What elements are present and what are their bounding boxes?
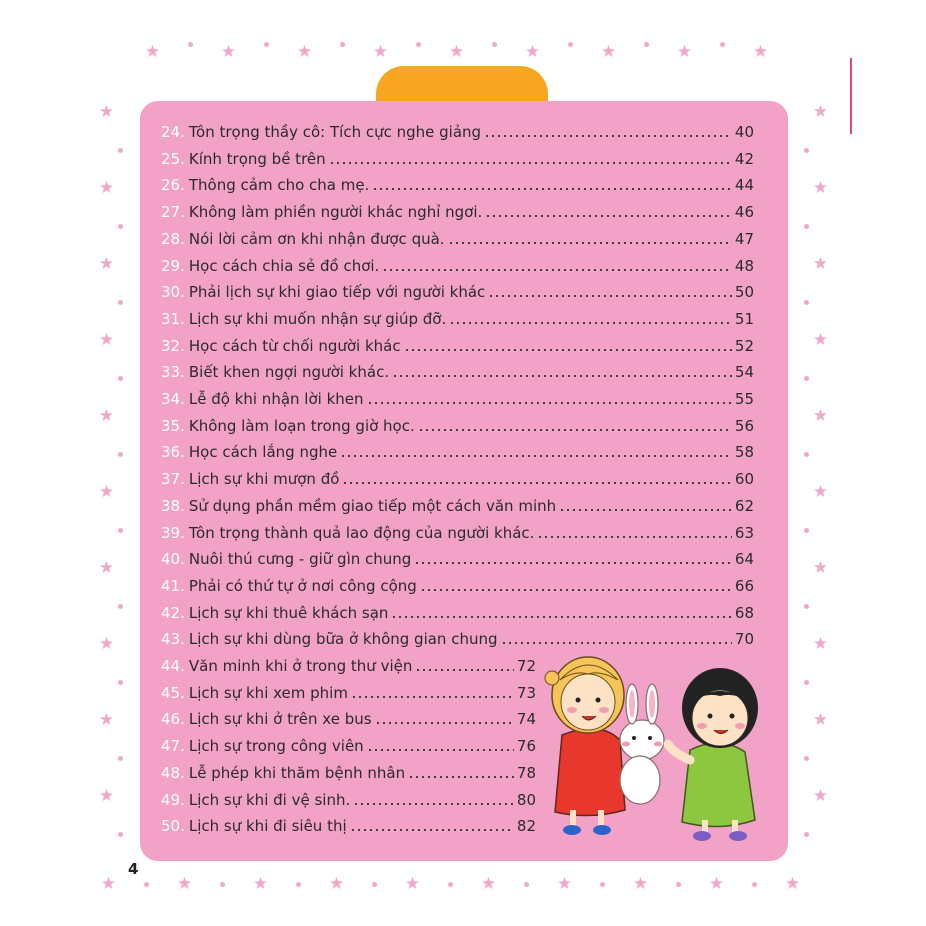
toc-entry-number: 48. — [161, 763, 185, 782]
toc-entry — [161, 575, 754, 597]
star-icon: ★ — [252, 874, 269, 894]
toc-entry-title: Phải lịch sự khi giao tiếp với người khác — [188, 283, 486, 302]
toc-entry — [161, 815, 536, 837]
dot-leader — [537, 536, 731, 538]
toc-entry — [161, 495, 754, 517]
page-number: 4 — [128, 860, 139, 878]
toc-entry-page: 54 — [734, 363, 754, 382]
toc-entry-title: Thông cảm cho cha mẹ. — [188, 176, 370, 195]
dot-decoration — [804, 224, 809, 229]
toc-entry-page: 62 — [734, 496, 754, 515]
toc-entry-title: Lịch sự khi xem phim — [188, 683, 348, 702]
children-illustration — [540, 640, 765, 845]
dot-decoration — [264, 42, 269, 47]
star-icon: ★ — [480, 874, 497, 894]
dot-leader — [449, 322, 732, 324]
dot-decoration — [118, 756, 123, 761]
star-icon: ★ — [404, 874, 421, 894]
dot-leader — [484, 135, 732, 137]
dot-decoration — [118, 528, 123, 533]
star-icon: ★ — [812, 786, 829, 806]
toc-entry-number: 40. — [161, 550, 185, 569]
dot-decoration — [804, 680, 809, 685]
toc-entry-page: 82 — [516, 817, 536, 836]
toc-entry-title: Học cách từ chối người khác — [188, 336, 401, 355]
star-icon: ★ — [100, 874, 117, 894]
toc-entry — [161, 388, 754, 410]
star-icon: ★ — [372, 42, 389, 62]
dot-leader — [372, 188, 732, 190]
toc-entry-page: 70 — [734, 630, 754, 649]
dot-leader — [367, 749, 514, 751]
dot-leader — [559, 509, 732, 511]
toc-entry-title: Sử dụng phần mềm giao tiếp một cách văn minh — [188, 496, 557, 515]
star-icon: ★ — [524, 42, 541, 62]
toc-entry-number: 38. — [161, 496, 185, 515]
toc-entry-page: 73 — [516, 683, 536, 702]
star-icon: ★ — [98, 406, 115, 426]
toc-entry-number: 46. — [161, 710, 185, 729]
dot-decoration — [804, 452, 809, 457]
dot-leader — [415, 669, 514, 671]
star-icon: ★ — [784, 874, 801, 894]
dot-decoration — [676, 882, 681, 887]
toc-entry-number: 47. — [161, 737, 185, 756]
dot-decoration — [804, 528, 809, 533]
toc-entry — [161, 441, 754, 463]
star-icon: ★ — [98, 786, 115, 806]
toc-entry-title: Lịch sự khi mượn đồ — [188, 470, 340, 489]
dot-decoration — [720, 42, 725, 47]
toc-entry-number: 25. — [161, 149, 185, 168]
toc-entry-title: Lễ độ khi nhận lời khen — [188, 390, 364, 408]
star-icon: ★ — [812, 178, 829, 198]
toc-entry-page: 74 — [516, 710, 536, 729]
toc-entry-number: 39. — [161, 523, 185, 542]
toc-entry-page: 76 — [516, 737, 536, 756]
dot-decoration — [524, 882, 529, 887]
dot-decoration — [492, 42, 497, 47]
toc-entry-title: Lịch sự khi thuê khách sạn — [188, 603, 389, 622]
dot-decoration — [416, 42, 421, 47]
toc-entry — [161, 522, 754, 544]
toc-entry-number: 32. — [161, 336, 185, 355]
toc-entry-number: 26. — [161, 176, 185, 195]
toc-entry-title: Nuôi thú cưng - giữ gìn chung — [188, 550, 412, 569]
star-icon: ★ — [98, 558, 115, 578]
dot-decoration — [568, 42, 573, 47]
star-icon: ★ — [812, 482, 829, 502]
dot-decoration — [804, 832, 809, 837]
toc-entry-number: 30. — [161, 283, 185, 302]
dot-decoration — [804, 148, 809, 153]
dot-leader — [382, 269, 732, 271]
toc-entry-title: Học cách chia sẻ đồ chơi. — [188, 256, 380, 275]
toc-entry-title: Không làm loạn trong giờ học. — [188, 416, 415, 435]
star-icon: ★ — [296, 42, 313, 62]
toc-entry-page: 51 — [734, 309, 754, 328]
star-icon: ★ — [144, 42, 161, 62]
toc-entry-title: Lịch sự trong công viên — [188, 737, 364, 756]
toc-entry-number: 36. — [161, 443, 185, 462]
toc-entry-title: Học cách lắng nghe — [188, 443, 338, 462]
dot-leader — [329, 162, 732, 164]
star-icon: ★ — [98, 330, 115, 350]
toc-entry-page: 47 — [734, 229, 754, 248]
toc-entry-page: 52 — [734, 336, 754, 355]
toc-entry-page: 48 — [734, 256, 754, 275]
toc-entry-page: 64 — [734, 550, 754, 569]
toc-entry-page: 60 — [734, 470, 754, 489]
dot-leader — [350, 829, 514, 831]
star-icon: ★ — [220, 42, 237, 62]
toc-entry-page: 78 — [516, 763, 536, 782]
dot-leader — [488, 295, 732, 297]
toc-entry — [161, 735, 536, 757]
toc-entry-page: 68 — [734, 603, 754, 622]
girl-with-bunny — [545, 657, 664, 835]
dot-leader — [448, 242, 732, 244]
toc-entry — [161, 308, 754, 330]
toc-entry-title: Lịch sự khi đi vệ sinh. — [188, 790, 351, 809]
dot-decoration — [340, 42, 345, 47]
dot-leader — [408, 776, 514, 778]
toc-entry — [161, 174, 754, 196]
toc-entry-title: Lễ phép khi thăm bệnh nhân — [188, 763, 406, 782]
dot-decoration — [804, 756, 809, 761]
toc-entry-page: 40 — [734, 123, 754, 141]
toc-entry-title: Lịch sự khi đi siêu thị — [188, 817, 347, 836]
toc-entry-title: Phải có thứ tự ở nơi công cộng — [188, 576, 417, 595]
dot-decoration — [144, 882, 149, 887]
dot-leader — [485, 215, 732, 217]
dot-decoration — [372, 882, 377, 887]
star-icon: ★ — [812, 102, 829, 122]
toc-entry-page: 55 — [734, 390, 754, 408]
dot-decoration — [804, 604, 809, 609]
star-icon: ★ — [676, 42, 693, 62]
toc-entry-page: 44 — [734, 176, 754, 195]
toc-entry-number: 42. — [161, 603, 185, 622]
toc-entry — [161, 602, 754, 624]
toc-entry-title: Tôn trọng thành quả lao động của người khác. — [188, 523, 535, 542]
toc-entry-page: 63 — [734, 523, 754, 542]
toc-entry-number: 33. — [161, 363, 185, 382]
toc-entry — [161, 121, 754, 143]
dot-decoration — [118, 452, 123, 457]
dot-decoration — [644, 42, 649, 47]
toc-entry-number: 43. — [161, 630, 185, 649]
toc-entry — [161, 415, 754, 437]
star-icon: ★ — [448, 42, 465, 62]
dot-leader — [392, 375, 732, 377]
dot-leader — [404, 349, 732, 351]
star-icon: ★ — [98, 102, 115, 122]
toc-entry-page: 56 — [734, 416, 754, 435]
toc-entry-number: 28. — [161, 229, 185, 248]
star-icon: ★ — [328, 874, 345, 894]
star-icon: ★ — [98, 178, 115, 198]
dot-decoration — [600, 882, 605, 887]
dot-decoration — [188, 42, 193, 47]
toc-entry-title: Lịch sự khi muốn nhận sự giúp đỡ. — [188, 309, 447, 328]
toc-entry — [161, 789, 536, 811]
toc-entry — [161, 548, 754, 570]
dot-leader — [353, 803, 514, 805]
dot-decoration — [118, 224, 123, 229]
star-icon: ★ — [812, 330, 829, 350]
toc-entry-title: Tôn trọng thầy cô: Tích cực nghe giảng — [188, 123, 482, 141]
toc-entry-page: 42 — [734, 149, 754, 168]
toc-entry-number: 44. — [161, 657, 185, 675]
dot-leader — [414, 562, 732, 564]
star-icon: ★ — [812, 254, 829, 274]
star-icon: ★ — [98, 710, 115, 730]
toc-entry-number: 31. — [161, 309, 185, 328]
toc-entry-number: 29. — [161, 256, 185, 275]
star-icon: ★ — [98, 634, 115, 654]
toc-entry-number: 50. — [161, 817, 185, 836]
toc-entry — [161, 468, 754, 490]
toc-entry — [161, 201, 754, 223]
dot-decoration — [296, 882, 301, 887]
toc-entry-page: 66 — [734, 576, 754, 595]
toc-entry-number: 41. — [161, 576, 185, 595]
girl-green-dress — [668, 668, 758, 841]
dot-decoration — [220, 882, 225, 887]
toc-entry-number: 27. — [161, 203, 185, 222]
star-icon: ★ — [708, 874, 725, 894]
dot-leader — [418, 429, 732, 431]
toc-entry-title: Lịch sự khi dùng bữa ở không gian chung — [188, 630, 498, 649]
toc-entry-number: 35. — [161, 416, 185, 435]
dot-leader — [375, 722, 514, 724]
toc-entry — [161, 335, 754, 357]
page-edge-mark — [850, 58, 852, 134]
toc-entry — [161, 708, 536, 730]
dot-decoration — [118, 376, 123, 381]
toc-entry — [161, 762, 536, 784]
toc-entry — [161, 148, 754, 170]
star-icon: ★ — [752, 42, 769, 62]
toc-entry-page: 50 — [734, 283, 754, 302]
dot-leader — [367, 402, 732, 404]
star-icon: ★ — [812, 634, 829, 654]
toc-entry-title: Văn minh khi ở trong thư viện — [188, 657, 413, 675]
star-icon: ★ — [98, 482, 115, 502]
dot-leader — [351, 696, 514, 698]
dot-decoration — [118, 832, 123, 837]
toc-entry-number: 49. — [161, 790, 185, 809]
dot-decoration — [804, 300, 809, 305]
toc-entry — [161, 361, 754, 383]
toc-entry-title: Không làm phiền người khác nghỉ ngơi. — [188, 203, 483, 222]
toc-entry-page: 80 — [516, 790, 536, 809]
star-icon: ★ — [98, 254, 115, 274]
toc-entry — [161, 682, 536, 704]
toc-entry-number: 37. — [161, 470, 185, 489]
star-icon: ★ — [812, 558, 829, 578]
toc-entry-page: 46 — [734, 203, 754, 222]
toc-entry-number: 24. — [161, 123, 185, 141]
toc-entry-number: 34. — [161, 390, 185, 408]
toc-entry — [161, 655, 536, 677]
star-icon: ★ — [812, 710, 829, 730]
toc-entry — [161, 255, 754, 277]
toc-entry-title: Lịch sự khi ở trên xe bus — [188, 710, 372, 729]
dot-decoration — [118, 148, 123, 153]
toc-entry-page: 58 — [734, 443, 754, 462]
dot-leader — [342, 482, 732, 484]
dot-decoration — [448, 882, 453, 887]
toc-entry-number: 45. — [161, 683, 185, 702]
star-icon: ★ — [600, 42, 617, 62]
dot-leader — [391, 616, 731, 618]
toc-entry-title: Nói lời cảm ơn khi nhận được quà. — [188, 229, 445, 248]
toc-entry-title: Biết khen ngợi người khác. — [188, 363, 390, 382]
star-icon: ★ — [556, 874, 573, 894]
star-icon: ★ — [812, 406, 829, 426]
dot-leader — [420, 589, 732, 591]
star-icon: ★ — [632, 874, 649, 894]
dot-decoration — [118, 604, 123, 609]
toc-entry — [161, 228, 754, 250]
star-icon: ★ — [176, 874, 193, 894]
dot-leader — [340, 455, 732, 457]
dot-decoration — [804, 376, 809, 381]
toc-entry — [161, 281, 754, 303]
dot-decoration — [752, 882, 757, 887]
toc-entry-page: 72 — [516, 657, 536, 675]
dot-decoration — [118, 680, 123, 685]
toc-entry-title: Kính trọng bề trên — [188, 149, 326, 168]
dot-decoration — [118, 300, 123, 305]
